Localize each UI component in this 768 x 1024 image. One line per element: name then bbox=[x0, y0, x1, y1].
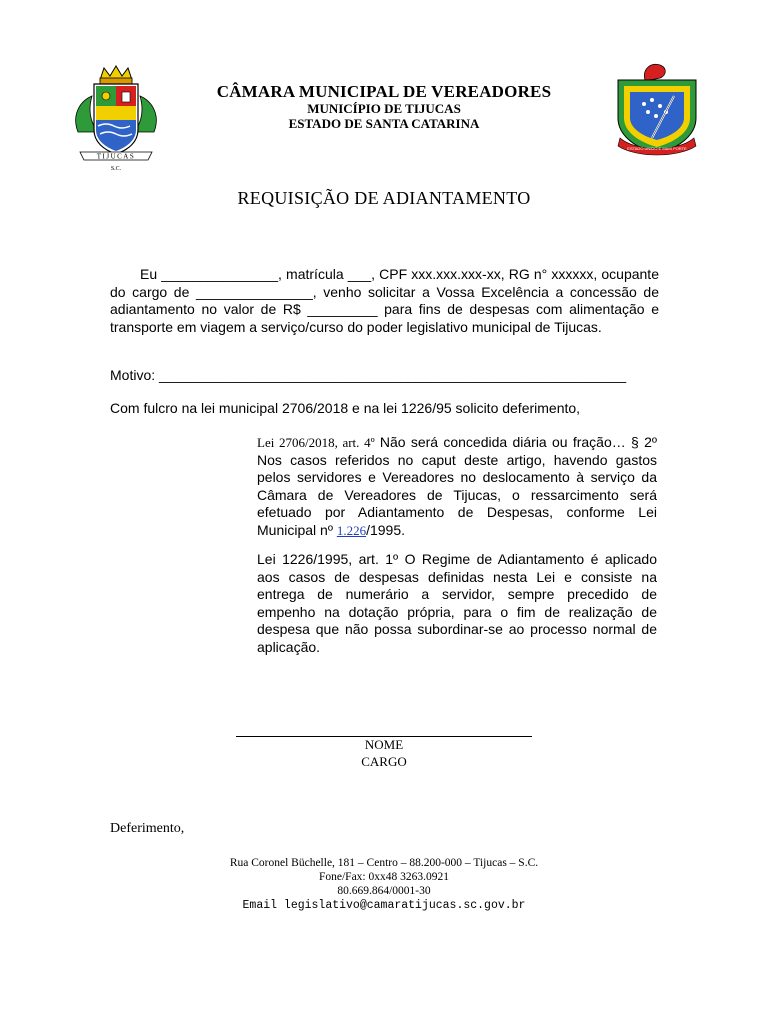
crest-left-banner-text: TIJUCAS bbox=[96, 152, 136, 161]
footer-cnpj: 80.669.864/0001-30 bbox=[337, 885, 431, 897]
signature-name: NOME bbox=[364, 737, 404, 752]
footer-phone: Fone/Fax: 0xx48 3263.0921 bbox=[318, 871, 449, 883]
crest-left-sub-text: S.C. bbox=[110, 166, 122, 172]
crest-right-banner-text: ESTADO UNIDO E MAIS FORTE bbox=[627, 146, 687, 151]
law-1226-link[interactable]: 1.226 bbox=[336, 522, 367, 538]
footer-email: Email legislativo@camaratijucas.sc.gov.br bbox=[242, 899, 526, 912]
deferimento-label: Deferimento, bbox=[110, 821, 185, 836]
santa-catarina-emblem-logo bbox=[612, 60, 702, 160]
law-quote-2706-suffix: /1995. bbox=[366, 521, 406, 538]
signature-cargo: CARGO bbox=[361, 754, 407, 769]
header-title: CÂMARA MUNICIPAL DE VEREADORES bbox=[216, 82, 552, 101]
fulcro-line: Com fulcro na lei municipal 2706/2018 e na lei 1226/95 solicito deferimento, bbox=[110, 400, 581, 416]
header-estado: ESTADO DE SANTA CATARINA bbox=[288, 116, 480, 131]
law-quote-1226: Lei 1226/1995, art. 1º O Regime de Adiantamento é aplicado aos casos de despesas definidas nesta Lei e consiste na entrega de numerário a servidor, sempre precedido de empenho na dotação própria, para o fim de realização de despesa que não possa subordinar-se ao processo normal de aplicação. bbox=[257, 551, 657, 655]
document-title: REQUISIÇÃO DE ADIANTAMENTO bbox=[237, 188, 531, 208]
header-municipio: MUNICÍPIO DE TIJUCAS bbox=[307, 101, 461, 116]
request-paragraph-text: Eu _______________, matrícula ___, CPF xxx.xxx.xxx-xx, RG n° xxxxxx, ocupante do cargo de _______________, venho solicitar a Vossa Excelência a concessão de adiantamento no valor de R$ _________ para fins de despesas com alimentação e transporte em viagem a serviço/curso do poder legislativo municipal de Tijucas. bbox=[110, 266, 659, 335]
request-paragraph bbox=[110, 266, 659, 336]
law-quote-2706-text: Não será concedida diária ou fração… § 2º Nos casos referidos no caput deste artigo, havendo gastos pelos servidores e Vereadores no deslocamento à serviço da Câmara de Vereadores de Tijucas, o ressarcimento será efetuado por Adiantamento de Despesas, conforme Lei Municipal nº bbox=[257, 434, 657, 538]
law-quote-2706 bbox=[257, 434, 657, 539]
tijucas-coat-of-arms-logo bbox=[70, 62, 162, 174]
footer-address: Rua Coronel Büchelle, 181 – Centro – 88.200-000 – Tijucas – S.C. bbox=[229, 857, 539, 869]
law-quote-2706-prefix: Lei 2706/2018, art. 4º bbox=[257, 435, 375, 450]
motivo-line: Motivo: ____________________________________________________________ bbox=[110, 367, 627, 383]
